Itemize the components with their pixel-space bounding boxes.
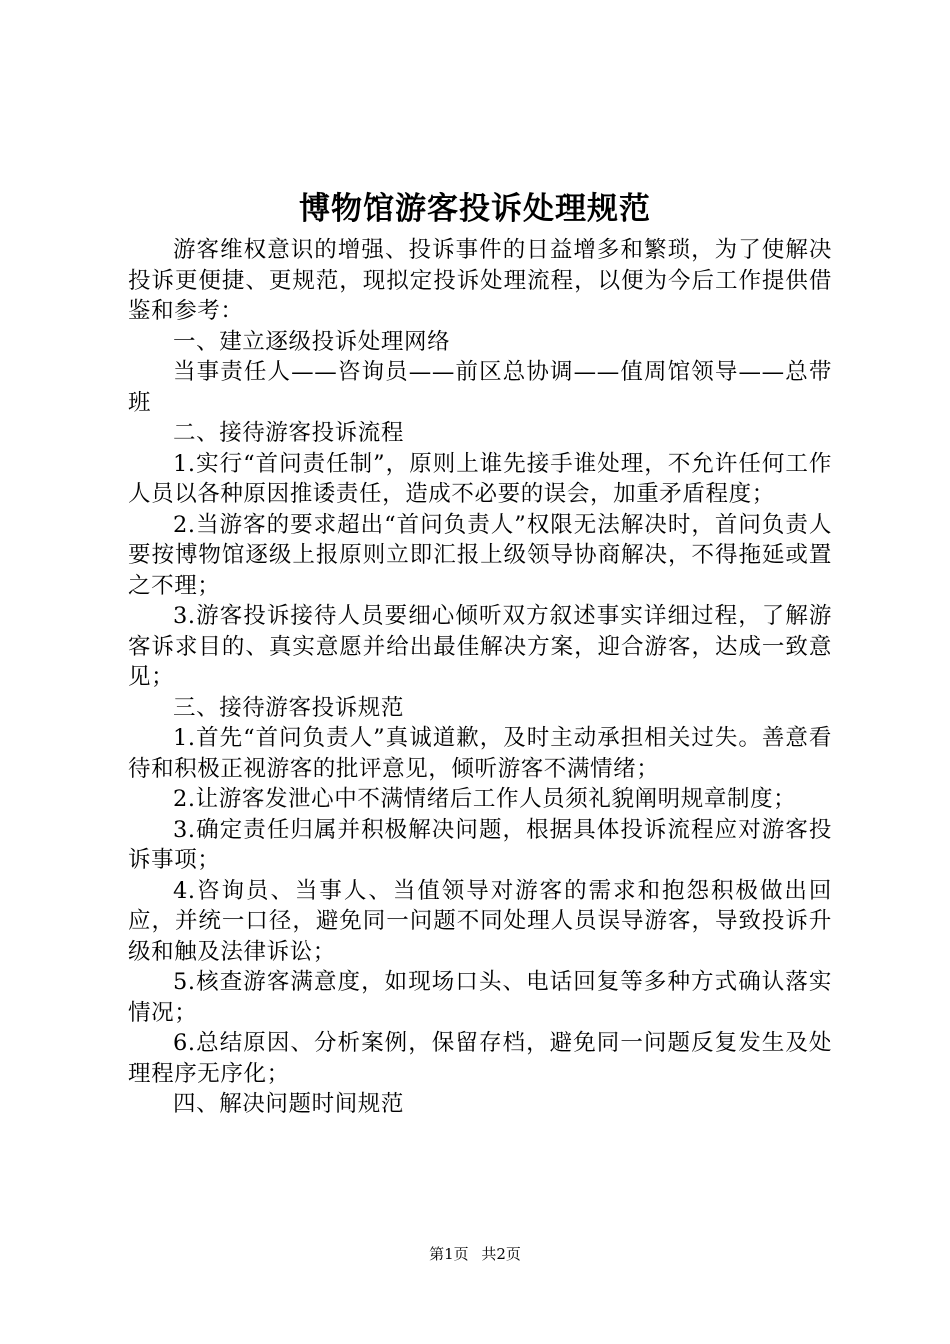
process-item-2: 2.当游客的要求超出“首问负责人”权限无法解决时，首问负责人要按博物馆逐级上报原则立即汇报上级领导协商解决，不得拖延或置之不理； xyxy=(128,511,832,599)
document-title: 博物馆游客投诉处理规范 xyxy=(299,191,651,227)
intro-paragraph: 游客维权意识的增强、投诉事件的日益增多和繁琐，为了使解决投诉更便捷、更规范，现拟定投诉处理流程，以便为今后工作提供借鉴和参考： xyxy=(128,237,832,324)
escalation-chain: 当事责任人——咨询员——前区总协调——值周馆领导——总带班 xyxy=(128,359,832,416)
document-body xyxy=(128,235,832,1120)
norm-item-1: 1.首先“首问负责人”真诚道歉，及时主动承担相关过失。善意看待和积极正视游客的批评意见，倾听游客不满情绪； xyxy=(128,725,832,782)
section-heading-1: 一、建立逐级投诉处理网络 xyxy=(173,328,451,355)
process-item-3: 3.游客投诉接待人员要细心倾听双方叙述事实详细过程，了解游客诉求目的、真实意愿并给出最佳解决方案，迎合游客，达成一致意见； xyxy=(128,603,832,690)
section-heading-3: 三、接待游客投诉规范 xyxy=(173,694,405,721)
page-total: 共2页 xyxy=(481,1245,521,1263)
norm-item-2: 2.让游客发泄心中不满情绪后工作人员须礼貌阐明规章制度； xyxy=(173,786,797,812)
norm-item-4: 4.咨询员、当事人、当值领导对游客的需求和抱怨积极做出回应，并统一口径，避免同一问题不同处理人员误导游客，导致投诉升级和触及法律诉讼； xyxy=(128,877,832,965)
page-footer xyxy=(0,1244,950,1264)
section-heading-4: 四、解决问题时间规范 xyxy=(173,1091,405,1117)
norm-item-6: 6.总结原因、分析案例，保留存档，避免同一问题反复发生及处理程序无序化； xyxy=(128,1030,832,1087)
section-heading-2: 二、接待游客投诉流程 xyxy=(173,420,405,446)
norm-item-3: 3.确定责任归属并积极解决问题，根据具体投诉流程应对游客投诉事项； xyxy=(128,816,832,873)
process-item-1: 1.实行“首问责任制”，原则上谁先接手谁处理，不允许任何工作人员以各种原因推诿责任，造成不必要的误会，加重矛盾程度； xyxy=(128,450,832,507)
norm-item-5: 5.核查游客满意度，如现场口头、电话回复等多种方式确认落实情况； xyxy=(128,969,832,1026)
page-number: 第1页 xyxy=(429,1245,469,1263)
